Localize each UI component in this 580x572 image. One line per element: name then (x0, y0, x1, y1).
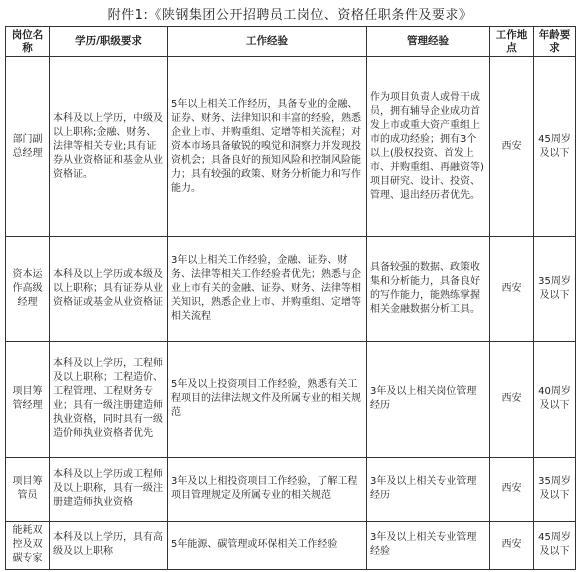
cell-work-experience: 3年以上相关工作经验，金融、证券、财务、法律等相关工作经验者优先；熟悉与企业上市有关的金融、证券、财务、法律等相关知识，熟悉企业上市、并购重组、定增等相关流程 (168, 237, 367, 341)
table-row (6, 457, 576, 521)
header-age: 年龄要求 (534, 27, 576, 57)
table-row (6, 341, 576, 457)
cell-position: 能耗双控及双碳专家 (6, 521, 50, 569)
header-work-experience: 工作经验 (168, 27, 367, 57)
table-row (6, 521, 576, 569)
recruitment-table (5, 26, 576, 570)
cell-management-experience: 3年及以上相关专业管理经历 (367, 457, 490, 521)
cell-age: 45周岁及以下 (534, 57, 576, 237)
cell-education: 本科及以上学历，具有高级及以上职称 (50, 521, 168, 569)
cell-position: 部门副总经理 (6, 57, 50, 237)
header-education: 学历/职级要求 (50, 27, 168, 57)
cell-work-experience: 3年及以上相投资项目工作经验，了解工程项目管理规定及所属专业的相关规范 (168, 457, 367, 521)
table-row (6, 57, 576, 237)
cell-work-experience: 5年以上相关工作经历，具备专业的金融、证券、财务、法律知识和丰富的经验，熟悉企业上市、并购重组、定增等相关流程；对资本市场具备敏锐的嗅觉和洞察力并发现投资机会；具备良好的预知风险和控制风险能力；具有较强的政策、财务分析能力和写作能力。 (168, 57, 367, 237)
cell-position: 资本运作高级经理 (6, 237, 50, 341)
cell-management-experience: 具备较强的数据、政策收集和分析能力，具备良好的写作能力，能熟练掌握相关金融数据分析工具。 (367, 237, 490, 341)
cell-location: 西安 (490, 457, 534, 521)
cell-age: 35周岁及以下 (534, 457, 576, 521)
cell-management-experience: 3年及以上相关岗位管理经历 (367, 341, 490, 457)
cell-position: 项目筹管经理 (6, 341, 50, 457)
cell-management-experience: 作为项目负责人或骨干成员，拥有辅导企业成功首发上市或重大资产重组上市的成功经验；拥有3个以上(股权投资、首发上市、并购重组、再融资等)项目研究、设计、投资、管理、退出经历者优先。 (367, 57, 490, 237)
cell-work-experience: 5年及以上投资项目工作经验，熟悉有关工程项目的法律法规文件及所属专业的相关规范 (168, 341, 367, 457)
cell-education: 本科及以上学历，中级及以上职称;金融、财务、法律等相关专业;具有证券从业资格证和基金从业资格证。 (50, 57, 168, 237)
cell-position: 项目筹管员 (6, 457, 50, 521)
document-title: 附件1:《陕钢集团公开招聘员工岗位、资格任职条件及要求》 (107, 8, 473, 23)
cell-education: 本科及以上学历或本级及以上职称；具有证券从业资格证或基金从业资格证 (50, 237, 168, 341)
header-position: 岗位名称 (6, 27, 50, 57)
cell-location: 西安 (490, 237, 534, 341)
cell-location: 西安 (490, 521, 534, 569)
cell-education: 本科及以上学历或工程师及以上职称，具有一级注册建造师执业资格 (50, 457, 168, 521)
cell-management-experience: 3年及以上相关专业管理经验 (367, 521, 490, 569)
cell-age: 45周岁及以下 (534, 521, 576, 569)
cell-location: 西安 (490, 57, 534, 237)
header-location: 工作地点 (490, 27, 534, 57)
cell-age: 35周岁及以下 (534, 237, 576, 341)
cell-age: 40周岁及以下 (534, 341, 576, 457)
cell-location: 西安 (490, 341, 534, 457)
table-row (6, 237, 576, 341)
header-management-experience: 管理经验 (367, 27, 490, 57)
cell-education: 本科及以上学历，工程师及以上职称；工程造价、工程管理、工程财务专业；具有一级注册建造师执业资格，同时具有一级造价师执业资格者优先 (50, 341, 168, 457)
cell-work-experience: 5年能源、碳管理或环保相关工作经验 (168, 521, 367, 569)
table-header-row (6, 27, 576, 57)
